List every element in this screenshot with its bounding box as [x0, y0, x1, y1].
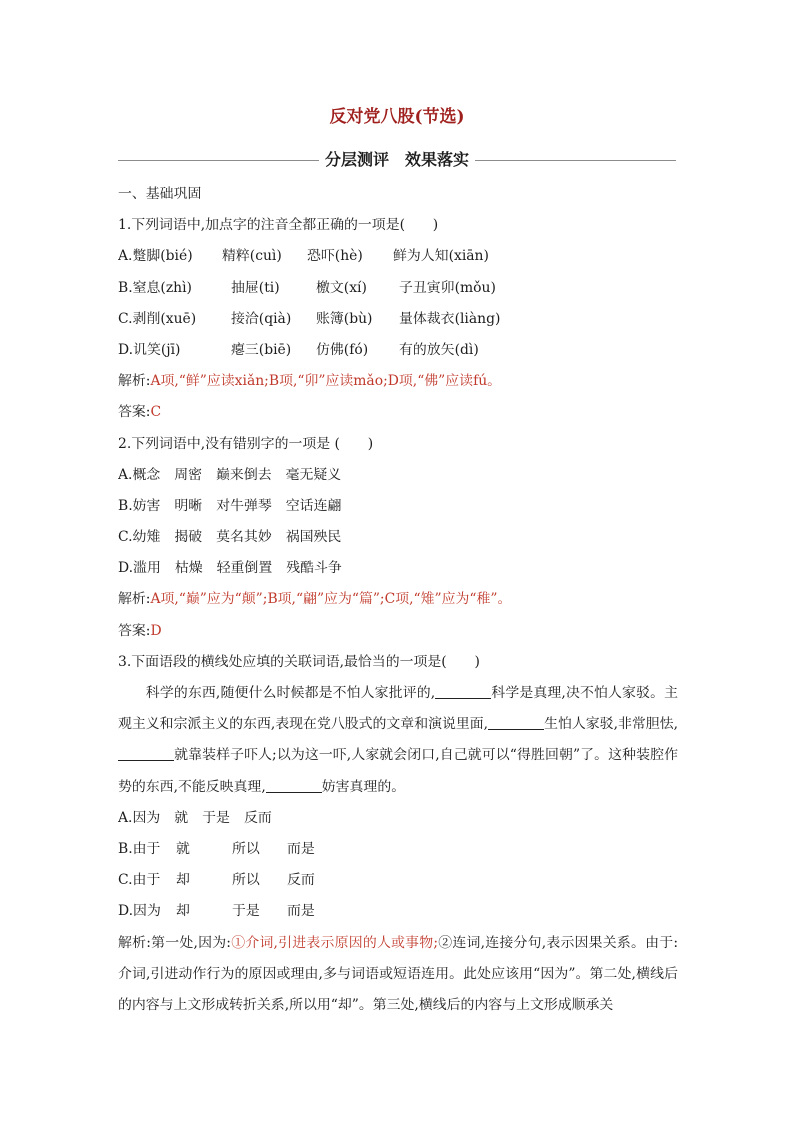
option-item: 却 — [176, 903, 190, 920]
question-2-option-d — [118, 553, 678, 584]
question-3-option-a — [118, 803, 678, 834]
question-3-analysis — [118, 928, 678, 1022]
analysis-label: 解析: — [118, 591, 151, 608]
analysis-text: A项,“巅”应为“颠”;B项,“翩”应为“篇”;C项,“雉”应为“稚”。 — [150, 591, 512, 608]
option-item: 瘪三(biē) — [231, 341, 292, 358]
passage-text: 妨害真理的。 — [321, 778, 406, 795]
option-item: 有的放矢(dì) — [399, 341, 479, 358]
question-1-option-b — [118, 273, 678, 304]
question-3-option-b — [118, 834, 678, 865]
option-item: 于是 — [232, 903, 260, 920]
question-2-stem: 2.下列词语中,没有错别字的一项是 ( ) — [118, 435, 374, 452]
option-item: 仿佛(fó) — [316, 341, 369, 358]
option-item: C.剥削(xuē) — [118, 310, 197, 327]
option-item: 空话连翩 — [285, 497, 342, 514]
option-item: 却 — [176, 872, 190, 889]
option-item: 所以 — [232, 872, 260, 889]
option-item: D.因为 — [118, 903, 161, 920]
option-item: 檄文(xí) — [316, 279, 367, 296]
option-item: 恐吓(hè) — [307, 248, 363, 265]
option-item: 反而 — [243, 809, 272, 826]
option-item: 反而 — [287, 872, 315, 889]
subtitle: 分层测评 效果落实 — [325, 150, 470, 169]
option-item: 而是 — [287, 903, 315, 920]
question-1-option-a — [118, 241, 678, 272]
option-item: D.滥用 — [118, 560, 161, 577]
option-item: 明晰 — [174, 497, 203, 514]
analysis-text-highlight: ①介词,引进表示原因的人或事物; — [231, 934, 439, 951]
question-3-stem: 3.下面语段的横线处应填的关联词语,最恰当的一项是( ) — [118, 653, 480, 670]
option-item: 而是 — [287, 841, 315, 857]
option-item: 量体裁衣(liàng) — [399, 310, 501, 327]
option-item: B.窒息(zhì) — [118, 279, 192, 296]
option-item: 周密 — [174, 466, 203, 483]
answer-blank — [266, 778, 322, 793]
option-item: 对牛弹琴 — [216, 497, 272, 514]
subtitle-rule-right — [475, 160, 676, 161]
option-item: 巅来倒去 — [216, 466, 272, 483]
answer-label: 答案: — [118, 404, 151, 421]
question-2-analysis — [118, 584, 678, 615]
analysis-label: 解析: — [118, 373, 151, 390]
option-item: 就 — [174, 809, 189, 826]
option-item: 祸国殃民 — [285, 529, 342, 546]
option-item: 揭破 — [174, 529, 203, 546]
option-item: 残酷斗争 — [286, 560, 342, 577]
option-item: 接洽(qià) — [231, 310, 292, 327]
passage-text: 科学是真理,决不怕人家驳。主观主义和宗派主义的东西,表现在党八股式的文章和演说里面, — [118, 685, 678, 733]
analysis-text: 第一处,因为: — [150, 934, 231, 951]
option-item: A.因为 — [118, 809, 161, 826]
option-item: 所以 — [232, 841, 260, 857]
option-item: 于是 — [202, 809, 230, 826]
option-item: A.概念 — [118, 466, 161, 483]
subtitle-row — [118, 147, 676, 173]
answer-value: C — [150, 404, 162, 421]
passage-text: 生怕人家驳,非常胆怯, — [544, 716, 678, 733]
question-2-option-b — [118, 491, 678, 522]
answer-label: 答案: — [118, 622, 151, 639]
analysis-text: ②连词,连接分句,表示因果关系。由于:介词,引进动作行为的原因或理由,多与词语或短语连用。此处应该用“因为”。第二处,横线后的内容与上文形成转折关系,所以用“却”。第三处,横线后的内容与上文形成顺承关 — [118, 934, 678, 1013]
passage-text: 就靠装样子吓人;以为这一吓,人家就会闭口,自己就可以“得胜回朝”了。这种装腔作势的东西,不能反映真理, — [118, 747, 678, 795]
option-item: 子丑寅卯(mǒu) — [399, 279, 496, 296]
option-item: 精粹(cuì) — [222, 248, 282, 265]
option-item: 毫无疑义 — [285, 466, 342, 483]
answer-blank — [435, 684, 491, 699]
question-2-option-c — [118, 522, 678, 553]
option-item: C.幼雉 — [118, 529, 161, 546]
question-1-option-d — [118, 335, 678, 366]
option-item: 鲜为人知(xiān) — [393, 248, 489, 265]
option-item: 轻重倒置 — [216, 560, 273, 577]
analysis-label: 解析: — [118, 934, 151, 951]
answer-value: D — [150, 622, 162, 639]
option-item: 账簿(bù) — [316, 310, 373, 327]
answer-blank — [118, 746, 174, 761]
question-1-option-c — [118, 304, 678, 335]
passage-text: 科学的东西,随便什么时候都是不怕人家批评的, — [145, 685, 436, 701]
question-2-answer — [118, 616, 678, 647]
answer-blank — [488, 715, 544, 730]
document-title: 反对党八股(节选) — [329, 107, 465, 127]
option-item: C.由于 — [118, 872, 161, 889]
question-3-option-c — [118, 865, 678, 896]
question-2-option-a — [118, 460, 678, 491]
analysis-text: A项,“鲜”应读xiǎn;B项,“卯”应读mǎo;D项,“佛”应读fú。 — [150, 373, 502, 390]
option-item: A.蹩脚(bié) — [118, 248, 193, 265]
worksheet-body — [118, 179, 678, 1021]
option-item: B.妨害 — [118, 497, 161, 514]
subtitle-rule-left — [118, 160, 319, 161]
option-item: 莫名其妙 — [216, 529, 272, 546]
section-heading: 一、基础巩固 — [118, 186, 202, 202]
option-item: 枯燥 — [174, 560, 203, 577]
question-1-stem: 1.下列词语中,加点字的注音全都正确的一项是( ) — [118, 217, 439, 234]
option-item: B.由于 — [118, 841, 161, 857]
option-item: D.讥笑(jī) — [118, 341, 181, 358]
option-item: 抽屉(ti) — [231, 279, 280, 296]
question-1-answer — [118, 397, 678, 428]
question-3-option-d — [118, 896, 678, 927]
question-1-analysis — [118, 366, 678, 397]
question-3-passage — [118, 678, 678, 803]
option-item: 就 — [176, 841, 190, 857]
